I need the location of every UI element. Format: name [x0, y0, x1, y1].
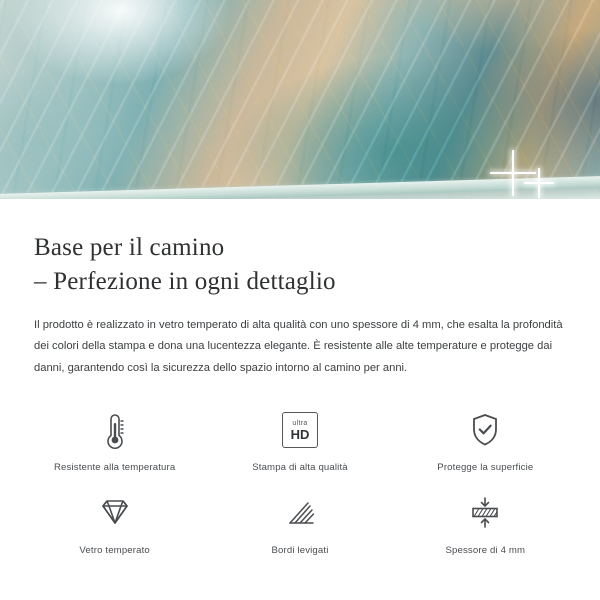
- feature-item-tempered-glass: [22, 489, 207, 556]
- feature-item-polished-edges: [207, 489, 392, 556]
- feature-label: Spessore di 4 mm: [445, 545, 526, 557]
- description-paragraph: Il prodotto è realizzato in vetro temperato di alta qualità con uno spessore di 4 mm, che esalta la profondità dei colori della stampa e dona una lucentezza elegante. È resistente alle alte temperature e protegge dai danni, garantendo così la sicurezza dello spazio intorno al camino per anni.: [34, 318, 563, 375]
- feature-item-thickness: [393, 489, 578, 556]
- ultra-hd-badge-top: ultra: [292, 419, 308, 427]
- polished-edges-icon: [278, 489, 322, 537]
- feature-grid: [0, 406, 600, 556]
- feature-label: Vetro temperato: [79, 545, 150, 557]
- hero-bottom-mask: [0, 199, 600, 215]
- feature-item-print-quality: [207, 406, 392, 473]
- diamond-icon: [93, 489, 137, 537]
- ultra-hd-badge-bottom: HD: [290, 426, 310, 442]
- feature-label: Protegge la superficie: [437, 462, 534, 474]
- headline-line-2: – Perfezione in ogni dettaglio: [34, 267, 336, 295]
- ultra-hd-icon: [282, 406, 318, 454]
- thermometer-icon: [95, 406, 135, 454]
- feature-item-surface-protection: [393, 406, 578, 473]
- feature-label: Stampa di alta qualità: [252, 462, 348, 474]
- headline-line-1: Base per il camino: [34, 234, 225, 261]
- text-content: [0, 215, 600, 380]
- feature-item-temperature: [22, 406, 207, 473]
- page-title: [34, 231, 566, 299]
- feature-label: Resistente alla temperatura: [53, 462, 176, 474]
- thickness-icon: [463, 489, 507, 537]
- hero-product-image: [0, 0, 600, 215]
- feature-label: Bordi levigati: [271, 545, 329, 557]
- shield-check-icon: [465, 406, 505, 454]
